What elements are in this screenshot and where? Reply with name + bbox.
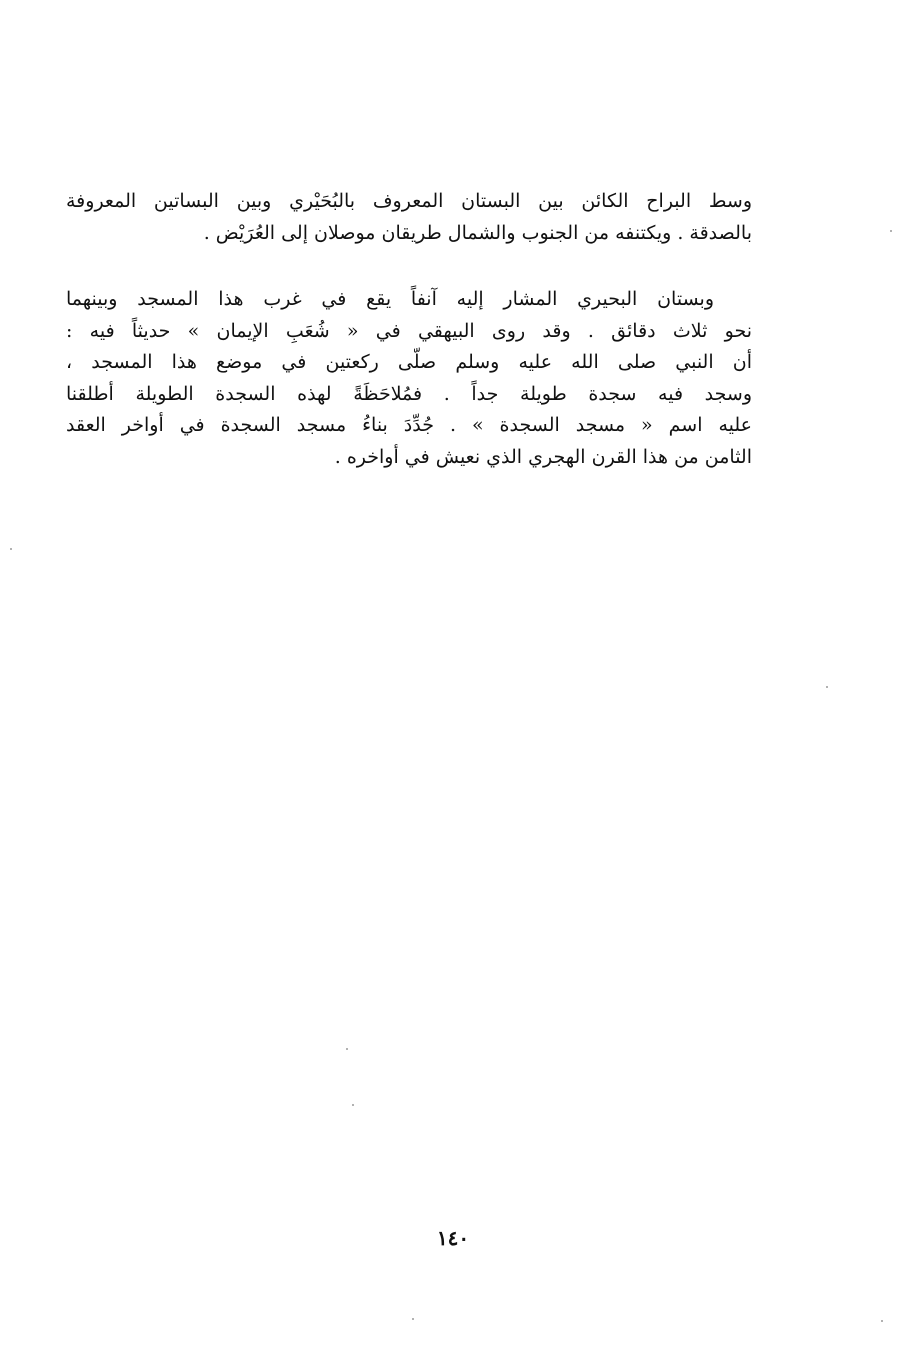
scan-speck: [826, 686, 828, 688]
paragraph-1: [66, 186, 752, 249]
scan-speck: [412, 1318, 414, 1320]
scan-speck: [881, 1320, 883, 1322]
scan-speck: [346, 1048, 348, 1050]
text-line: وسجد فيه سجدة طويلة جداً . فمُلاحَظَةً لهذه السجدة الطويلة أطلقنا: [66, 382, 752, 405]
scan-speck: [10, 548, 12, 550]
text-line: الثامن من هذا القرن الهجري الذي نعيش في أواخره .: [334, 445, 752, 468]
scan-speck: [890, 230, 892, 232]
scan-speck: [352, 1104, 354, 1106]
text-line: وسط البراح الكائن بين البستان المعروف بالبُحَيْري وبين البساتين المعروفة: [66, 190, 752, 212]
page-number: ١٤٠: [436, 1226, 470, 1250]
text-line: بالصدقة . ويكتنفه من الجنوب والشمال طريقان موصلان إلى العُرَيْض .: [203, 221, 752, 244]
text-line: أن النبي صلى الله عليه وسلم صلّى ركعتين في موضع هذا المسجد ،: [66, 351, 752, 373]
text-line: عليه اسم « مسجد السجدة » . جُدِّدَ بناءُ مسجد السجدة في أواخر العقد: [66, 414, 752, 436]
text-line: وبستان البحيري المشار إليه آنفاً يقع في غرب هذا المسجد وبينهما: [66, 288, 714, 310]
paragraph-2: [66, 284, 752, 473]
text-line: نحو ثلاث دقائق . وقد روى البيهقي في « شُعَبِ الإيمان » حديثاً فيه :: [66, 319, 752, 342]
